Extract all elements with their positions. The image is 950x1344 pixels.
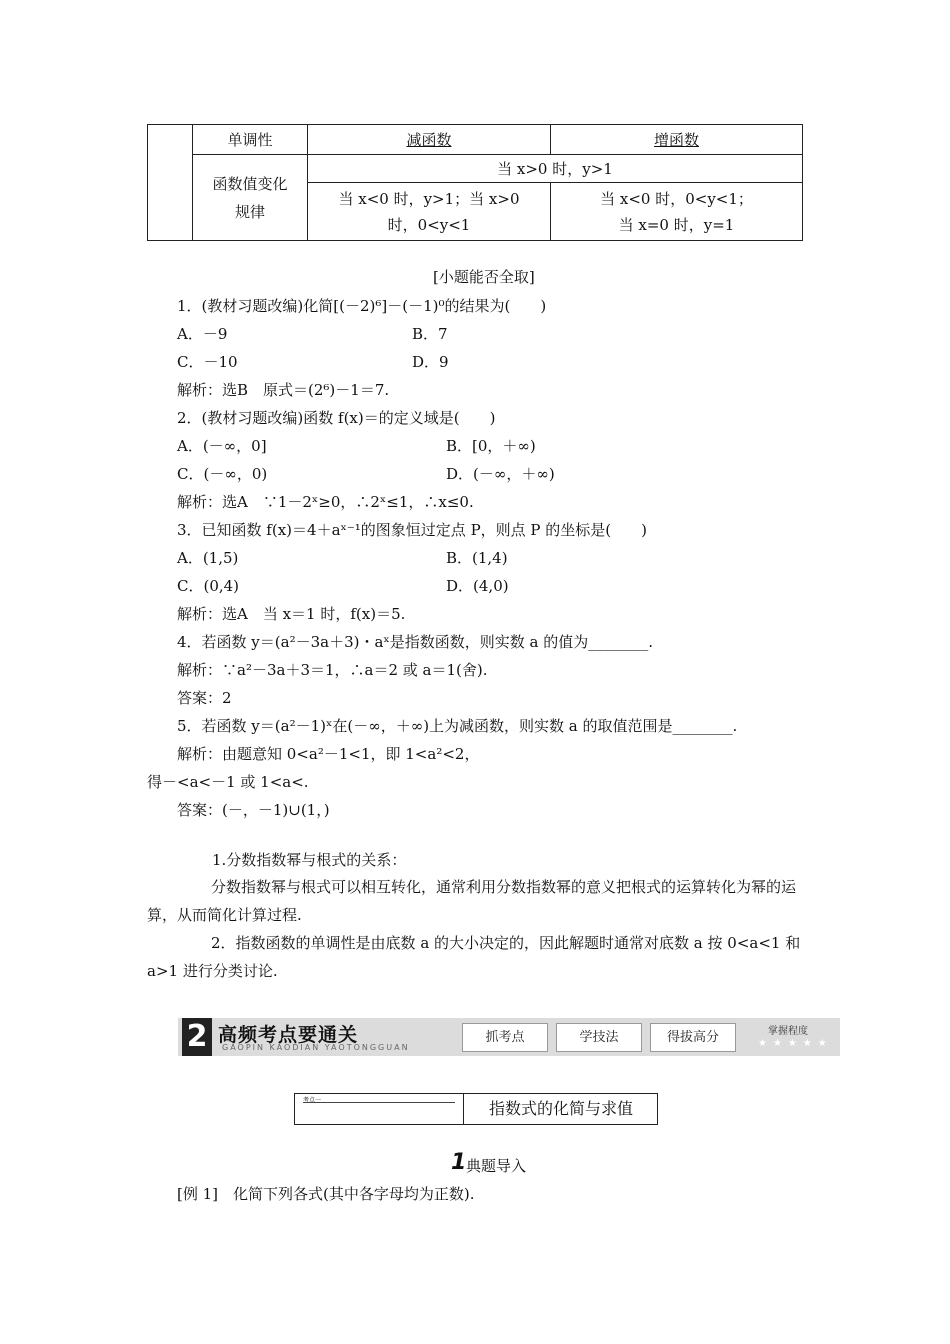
topic-title: 指数式的化简与求值 — [488, 1099, 633, 1118]
answer-line: 答案：2 — [177, 689, 232, 707]
section-number: 2 — [182, 1018, 212, 1056]
analysis-line: 得－<a<－1 或 1<a<. — [147, 773, 309, 791]
note-body: 分数指数幂与根式可以相互转化，通常利用分数指数幂的意义把根式的运算转化为幂的运算，从而简化计算过程. — [147, 878, 797, 924]
question-stem: 4．若函数 y＝(a²－3a＋3)・aˣ是指数函数，则实数 a 的值为________. — [177, 633, 654, 651]
section-banner — [178, 1018, 840, 1056]
banner-subtitle: GAOPIN KAODIAN YAOTONGGUAN — [222, 1043, 410, 1052]
analysis-line: 解析：∵a²－3a＋3＝1，∴a＝2 或 a＝1(舍). — [177, 661, 488, 679]
option-b: B．(1,4) — [446, 549, 508, 567]
option-c: C．(－∞，0) — [177, 465, 268, 483]
option-a: A．(－∞，0] — [177, 437, 267, 455]
table-cell: 减函数 — [406, 131, 452, 149]
question-stem: 3．已知函数 f(x)＝4＋aˣ⁻¹的图象恒过定点 P，则点 P 的坐标是( ) — [177, 521, 647, 539]
monotonicity-table — [147, 124, 803, 241]
option-c: C．－10 — [177, 353, 238, 371]
topic-tag: 考点一 — [303, 1097, 322, 1104]
option-d: D．(4,0) — [446, 577, 509, 595]
topic-box — [294, 1093, 658, 1125]
grab-points-button[interactable]: 抓考点 — [462, 1023, 548, 1052]
table-cell: 当 x<0 时，0<y<1； 当 x=0 时，y=1 — [551, 183, 803, 241]
intro-label: 典题导入 — [466, 1157, 527, 1175]
banner-title: 高频考点要通关 — [218, 1024, 359, 1046]
table-cell: 当 x<0 时，y>1；当 x>0 时，0<y<1 — [308, 183, 551, 241]
note-body: 2．指数函数的单调性是由底数 a 的大小决定的，因此解题时通常对底数 a 按 0<a<1 和 a>1 进行分类讨论. — [147, 934, 801, 980]
option-c: C．(0,4) — [177, 577, 240, 595]
question-stem: 2．(教材习题改编)函数 f(x)＝的定义域是( ) — [177, 409, 496, 427]
table-row-label: 单调性 — [193, 125, 308, 155]
topic-tag-area — [295, 1094, 464, 1124]
answer-line: 解析：选A ∵1－2ˣ≥0，∴2ˣ≤1，∴x≤0. — [177, 493, 474, 511]
option-b: B．7 — [412, 325, 448, 343]
intro-number: 1 — [451, 1150, 467, 1175]
option-a: A．(1,5) — [177, 549, 239, 567]
high-score-button[interactable]: 得拔高分 — [650, 1023, 736, 1052]
option-d: D．(－∞，＋∞) — [446, 465, 555, 483]
option-d: D．9 — [412, 353, 449, 371]
note-title: 1.分数指数幂与根式的关系： — [212, 851, 407, 869]
answer-line: 解析：选B 原式＝(2⁶)－1＝7. — [177, 381, 390, 399]
answer-line: 解析：选A 当 x＝1 时，f(x)＝5. — [177, 605, 406, 623]
option-a: A．－9 — [177, 325, 228, 343]
table-row-label: 函数值变化 规律 — [193, 155, 308, 241]
learn-skills-button[interactable]: 学技法 — [556, 1023, 642, 1052]
analysis-line: 解析：由题意知 0<a²－1<1，即 1<a²<2， — [177, 745, 480, 763]
mastery-stars-icon: ★★★★★ — [758, 1038, 833, 1049]
answer-line: 答案：(－，－1)∪(1，) — [177, 801, 330, 819]
divider — [303, 1102, 455, 1103]
question-stem: 1．(教材习题改编)化简[(－2)⁶]－(－1)⁰的结果为( ) — [177, 297, 547, 315]
question-stem: 5．若函数 y＝(a²－1)ˣ在(－∞，＋∞)上为减函数，则实数 a 的取值范围是________. — [177, 717, 738, 735]
table-cell: 当 x>0 时，y>1 — [308, 155, 803, 183]
option-b: B．[0，＋∞) — [446, 437, 536, 455]
section-title: [小题能否全取] — [433, 268, 535, 286]
table-cell: 增函数 — [653, 131, 699, 149]
table-empty-cell — [148, 125, 193, 241]
example-line: [例 1] 化简下列各式(其中各字母均为正数). — [177, 1185, 475, 1203]
mastery-label: 掌握程度 — [768, 1026, 808, 1037]
